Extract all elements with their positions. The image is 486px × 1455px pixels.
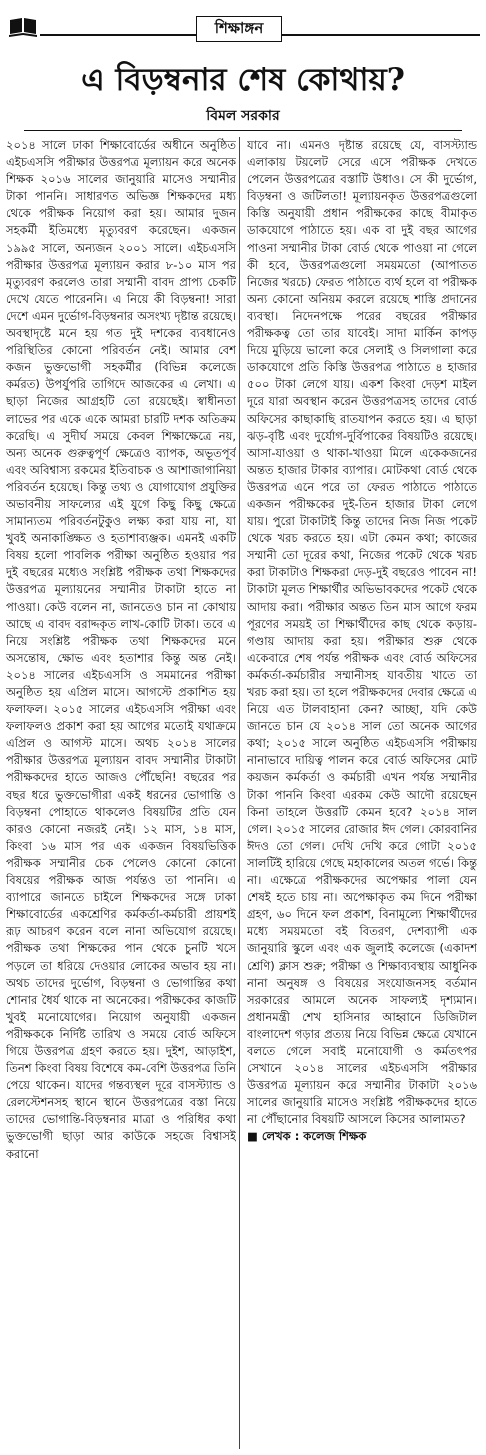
article-column-right-text: যাবে না। এমনও দৃষ্টান্ত রয়েছে যে, বাসস্ট্যান্ড এলাকায় টয়লেট সেরে এসে পরীক্ষক দেখতে পেলেন উত্তরপত্রের বস্তাটি উধাও। সে কী দুর্ভোগ, বিড়ম্বনা ও জটিলতা! মূল্যায়নকৃত উত্তরপত্রগুলো কিস্তি অনুযায়ী প্রধান পরীক্ষকের কাছে বীমাকৃত ডাকযোগে পাঠাতে হয়। এক বা দুই বছর আগের পাওনা সম্মানীর টাকা বোর্ড থেকে পাওয়া না গেলে কী হবে, উত্তরপত্রগুলো সময়মতো (আপাতত নিজের খরচে) ফেরত পাঠাতে ব্যর্থ হলে বা পরীক্ষক অন্য কোনো অনিয়ম করলে রয়েছে শাস্তি প্রদানের ব্যবস্থা। নিদেনপক্ষে পরের বছরের পরীক্ষার পরীক্ষকত্ব তো তার যাবেই। সাদা মার্কিন কাপড় দিয়ে মুড়িয়ে ভালো করে সেলাই ও সিলগালা করে ডাকযোগে প্রতি কিস্তি উত্তরপত্র পাঠাতে ৪ হাজার ৫০০ টাকা লেগে যায়। একশ কিংবা দেড়শ মাইল দূরে যারা অবস্থান করেন উত্তরপত্রসহ তাদের বোর্ড অফিসের কাছাকাছি রাতযাপন করতে হয়। এ ছাড়া ঝড়-বৃষ্টি এবং দুর্যোগ-দুর্বিপাকের বিষয়টিও রয়েছে। আসা-যাওয়া ও থাকা-খাওয়া মিলে একেকজনের অন্তত হাজার টাকার ব্যাপার। মোটকথা বোর্ড থেকে উত্তরপত্র এনে পরে তা ফেরত পাঠাতে পাঠাতে একজন পরীক্ষকের দুই-তিন হাজার টাকা লেগে যায়। পুরো টাকাটাই কিন্তু তাদের নিজ নিজ পকেট থেকে খরচ করতে হয়। এটা কেমন কথা; কাজের সম্মানী তো দূরের কথা, নিজের পকেট থেকে খরচ করা টাকাটাও শিক্ষকরা দেড়-দুই বছরেও পাবেন না! টাকাটা মূলত শিক্ষার্থীর অভিভাবকদের পকেট থেকে আদায় করা। পরীক্ষার অন্তত তিন মাস আগে ফরম পূরণের সময়ই তা শিক্ষার্থীদের কাছ থেকে কড়ায়-গণ্ডায় আদায় করা হয়। পরীক্ষার শুরু থেকে একেবারে শেষ পর্যন্ত পরীক্ষক এবং বোর্ড অফিসের কর্মকর্তা-কর্মচারীর সম্মানীসহ যাবতীয় খাতে তা খরচ করা হয়। তা হলে পরীক্ষকদের দেবার ক্ষেত্রে এ নিয়ে এত টালবাহানা কেন? আচ্ছা, যদি কেউ জানতে চান যে ২০১৪ সাল তো অনেক আগের কথা; ২০১৫ সালে অনুষ্ঠিত এইচএসসি পরীক্ষায় নানাভাবে দায়িত্ব পালন করে বোর্ড অফিসের মোট কয়জন কর্মকর্তা ও কর্মচারী এখন পর্যন্ত সম্মানীর টাকা পাননি কিংবা এরকম কেউ আদৌ রয়েছেন কিনা তাহলে উত্তরটি কেমন হবে? ২০১৪ সাল গেল। ২০১৫ সালের রোজার ঈদ গেল। কোরবানির ঈদও তো গেল। দেখি দেখি করে গোটা ২০১৫ সালটিই হারিয়ে গেছে মহাকালের অতল গর্ভে। কিন্তু না। এক্ষেত্রে পরীক্ষকদের অপেক্ষার পালা যেন শেষই হতে চায় না। অপেক্ষাকৃত কম দিনে পরীক্ষা গ্রহণ, ৬০ দিনে ফল প্রকাশ, বিনামূল্যে শিক্ষার্থীদের মধ্যে সময়মতো বই বিতরণ, দেশব্যাপী এক জানুয়ারি স্কুলে এবং এক জুলাই কলেজে (একাদশ শ্রেণি) ক্লাস শুরু; পরীক্ষা ও শিক্ষাব্যবস্থায় আধুনিক নানা অনুষঙ্গ ও বিষয়ের সংযোজনসহ বর্তমান সরকারের আমলে অনেক সাফল্যই দৃশ্যমান। প্রধানমন্ত্রী শেখ হাসিনার আহ্বানে ডিজিটাল বাংলাদেশ গড়ার প্রত্যয় নিয়ে বিভিন্ন ক্ষেত্রে যেখানে বলতে গেলে সবাই মনোযোগী ও কর্মতৎপর সেখানে ২০১৪ সালের এইচএসসি পরীক্ষার উত্তরপত্র মূল্যায়ন করে সম্মানীর টাকাটা ২০১৬ সালের জানুয়ারি মাসেও সংশ্লিষ্ট পরীক্ষকদের হাতে না পৌঁছানোর বিষয়টি আসলে কিসের আলামত?: [247, 138, 477, 1127]
section-label: শিক্ষাঙ্গন: [196, 16, 282, 42]
article-column-left: ২০১৪ সালে ঢাকা শিক্ষাবোর্ডের অধীনে অনুষ্ঠিত এইচএসসি পরীক্ষার উত্তরপত্র মূল্যায়ন করে অনেক শিক্ষক ২০১৬ সালের জানুয়ারি মাসেও সম্মানীর টাকা পাননি। সাধারণত অভিজ্ঞ শিক্ষকদের মধ্য থেকে পরীক্ষক নিয়োগ করা হয়। আমার দুজন সহকর্মী ইতিমধ্যে মৃত্যুবরণ করেছেন। একজন ১৯৯৫ সালে, অন্যজন ২০০১ সালে। এইচএসসি পরীক্ষার উত্তরপত্র মূল্যায়ন করার ৮-১০ মাস পর মৃত্যুবরণ করলেও তারা সম্মানী বাবদ প্রাপ্য চেকটি দেখে যেতে পারেননি। এ নিয়ে কী বিড়ম্বনা! সারা দেশে এমন দুর্ভোগ-বিড়ম্বনার অসংখ্য দৃষ্টান্ত রয়েছে। অবস্থাদৃষ্টে মনে হয় গত দুই দশকের ব্যবধানেও পরিস্থিতির কোনো পরিবর্তন নেই। আমার বেশ কজন ভুক্তভোগী সহকর্মীর (বিভিন্ন কলেজে কর্মরত) উপর্যুপরি তাগিদে আজকের এ লেখা। এ ছাড়া নিজের আগ্রহটি তো রয়েছেই। স্বাধীনতা লাভের পর একে একে আমরা চারটি দশক অতিক্রম করেছি। এ সুদীর্ঘ সময়ে কেবল শিক্ষাক্ষেত্রে নয়, অন্য অনেক গুরুত্বপূর্ণ ক্ষেত্রেও ব্যাপক, অভূতপূর্ব এবং অবিশ্বাস্য রকমের ইতিবাচক ও আশাজাগানিয়া পরিবর্তন হয়েছে। কিন্তু তথ্য ও যোগাযোগ প্রযুক্তির অভাবনীয় সাফল্যের এই যুগে কিছু কিছু ক্ষেত্রে সামান্যতম পরিবর্তনটুকুও লক্ষ্য করা যায় না, যা খুবই অনাকাঙ্ক্ষিত ও হতাশাব্যঞ্জক। এমনই একটি বিষয় হলো পাবলিক পরীক্ষা অনুষ্ঠিত হওয়ার পর দুই বছরের মধ্যেও সংশ্লিষ্ট পরীক্ষক তথা শিক্ষকদের উত্তরপত্র মূল্যায়নের সম্মানীর টাকাটা হাতে না পাওয়া। কেউ বলেন না, জানতেও চান না কোথায় আছে এ বাবদ বরাদ্দকৃত লাখ-কোটি টাকা। তবে এ নিয়ে সংশ্লিষ্ট পরীক্ষক তথা শিক্ষকদের মনে অসন্তোষ, ক্ষোভ এবং হতাশার কিন্তু অন্ত নেই। ২০১৪ সালের এইচএসসি ও সমমানের পরীক্ষা অনুষ্ঠিত হয় এপ্রিল মাসে। আগস্টে প্রকাশিত হয় ফলাফল। ২০১৫ সালের এইচএসসি পরীক্ষা এবং ফলাফলও প্রকাশ করা হয় আগের মতোই যথাক্রমে এপ্রিল ও আগস্ট মাসে। অথচ ২০১৪ সালের পরীক্ষার উত্তরপত্র মূল্যায়ন বাবদ সম্মানীর টাকাটা পরীক্ষকদের হাতে আজও পৌঁছেনি! বছরের পর বছর ধরে ভুক্তভোগীরা একই ধরনের ভোগান্তি ও বিড়ম্বনা পোহাতে থাকলেও বিষয়টির প্রতি যেন কারও কোনো নজরই নেই। ১২ মাস, ১৪ মাস, কিংবা ১৬ মাস পর এক একজন বিষয়ভিত্তিক পরীক্ষক সম্মানীর চেক পেলেও কোনো কোনো বিষয়ের পরীক্ষক আজ পর্যন্তও তা পাননি। এ ব্যাপারে জানতে চাইলে শিক্ষকদের সঙ্গে ঢাকা শিক্ষাবোর্ডের একশ্রেণির কর্মকর্তা-কর্মচারী প্রায়শই রূঢ় আচরণ করেন বলে নানা অভিযোগ রয়েছে। পরীক্ষক তথা শিক্ষকের পান থেকে চুনটি খসে পড়লে তা ধরিয়ে দেওয়ার লোকের অভাব হয় না। অথচ তাদের দুর্ভোগ, বিড়ম্বনা ও ভোগান্তির কথা শোনার ধৈর্য থাকে না অনেকের। পরীক্ষকের কাজটি খুবই মনোযোগের। নিয়োগ অনুযায়ী একজন পরীক্ষককে নির্দিষ্ট তারিখ ও সময়ে বোর্ড অফিসে গিয়ে উত্তরপত্র গ্রহণ করতে হয়। দুইশ, আড়াইশ, তিনশ কিংবা বিষয় বিশেষে কম-বেশি উত্তরপত্র তিনি পেয়ে থাকেন। যাদের গন্তব্যস্থল দূরে বাসস্ট্যান্ড ও রেলস্টেশনসহ স্থানে স্থানে উত্তরপত্রের বস্তা নিয়ে তাদের ভোগান্তি-বিড়ম্বনার মাত্রা ও পরিধির কথা ভুক্তভোগী ছাড়া আর কাউকে সহজে বিশ্বাসই করানো: [6, 138, 236, 1161]
author-note: ■ লেখক : কলেজ শিক্ষক: [247, 1129, 367, 1144]
headline: এ বিড়ম্বনার শেষ কোথায়?: [81, 62, 405, 98]
byline: বিমল সরকার: [206, 108, 280, 124]
byline-rule: [24, 130, 462, 131]
article-column-right: [247, 137, 477, 1449]
column-divider: [239, 137, 240, 1449]
section-header: [0, 0, 486, 50]
book-icon: [8, 16, 38, 38]
